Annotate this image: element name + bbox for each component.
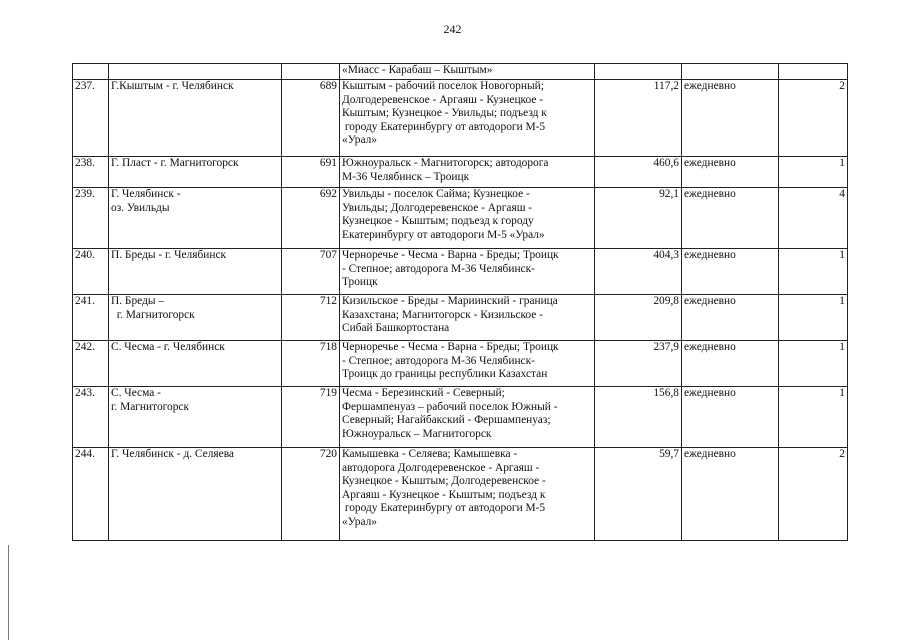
route-path-line: Северный; Нагайбакский - Фершампенуаз; — [342, 414, 551, 426]
route-path — [340, 448, 595, 541]
route-count: 4 — [779, 188, 848, 249]
routes-table — [72, 63, 848, 541]
row-number: 240. — [73, 249, 109, 295]
route-length: 237,9 — [595, 341, 682, 387]
route-count: 1 — [779, 249, 848, 295]
route-path — [340, 157, 595, 188]
route-path-line: Южноуральск – Магнитогорск — [342, 427, 492, 440]
route-name — [109, 295, 282, 341]
route-path-line: - Степное; автодорога М-36 Челябинск- — [342, 354, 535, 367]
route-path-line: Камышевка - Селяева; Камышевка - — [342, 448, 518, 460]
route-count: 1 — [779, 157, 848, 188]
route-path-line: Фершампенуаз – рабочий поселок Южный - — [342, 400, 558, 413]
route-name-line: Г.Кыштым - г. Челябинск — [111, 80, 234, 92]
route-path-line: Казахстана; Магнитогорск - Кизильское - — [342, 308, 543, 321]
route-length: 460,6 — [595, 157, 682, 188]
route-name — [109, 387, 282, 448]
table-row — [73, 341, 848, 387]
route-name — [109, 249, 282, 295]
route-path-line: Увильды - поселок Сайма; Кузнецкое - — [342, 188, 530, 200]
route-path-line: Южноуральск - Магнитогорск; автодорога — [342, 157, 549, 169]
route-length: 59,7 — [595, 448, 682, 541]
route-number: 718 — [282, 341, 340, 387]
route-count: 2 — [779, 448, 848, 541]
route-path-line: Черноречье - Чесма - Варна - Бреды; Троицк — [342, 249, 559, 261]
route-name — [109, 188, 282, 249]
route-path — [340, 188, 595, 249]
route-path-line: Кузнецкое - Кыштым; Долгодеревенское - — [342, 475, 546, 487]
route-path — [340, 341, 595, 387]
route-path-line: Екатеринбургу от автодороги М-5 «Урал» — [342, 228, 545, 241]
route-path-line: «Урал» — [342, 134, 377, 146]
route-path-line: городу Екатеринбургу от автодороги М-5 — [342, 120, 546, 133]
route-path-line: Кузнецкое - Кыштым; подъезд к городу — [342, 215, 534, 227]
table-row — [73, 157, 848, 188]
route-name-line: оз. Увильды — [111, 201, 170, 214]
route-path-line: автодорога Долгодеревенское - Аргаяш - — [342, 461, 540, 474]
route-count: 2 — [779, 80, 848, 157]
route-name — [109, 80, 282, 157]
row-number: 237. — [73, 80, 109, 157]
route-path-line: Долгодеревенское - Аргаяш - Кузнецкое - — [342, 93, 544, 106]
route-length: 92,1 — [595, 188, 682, 249]
route-length: 209,8 — [595, 295, 682, 341]
row-number: 238. — [73, 157, 109, 188]
table-row — [73, 188, 848, 249]
route-schedule: ежедневно — [682, 188, 779, 249]
table-row — [73, 80, 848, 157]
route-path-line: Черноречье - Чесма - Варна - Бреды; Троицк — [342, 341, 559, 353]
route-schedule: ежедневно — [682, 295, 779, 341]
row-number: 241. — [73, 295, 109, 341]
route-path — [340, 64, 595, 80]
route-count: 1 — [779, 295, 848, 341]
route-path-line: Чесма - Березинский - Северный; — [342, 387, 505, 399]
route-schedule: ежедневно — [682, 448, 779, 541]
route-path-line: «Миасс - Карабаш – Кыштым» — [342, 64, 493, 76]
routes-table-body — [73, 64, 848, 541]
route-path-line: городу Екатеринбургу от автодороги М-5 — [342, 502, 546, 514]
row-number: 239. — [73, 188, 109, 249]
route-name-line: П. Бреды – — [111, 295, 165, 307]
route-name-line: П. Бреды - г. Челябинск — [111, 249, 227, 261]
route-path-line: «Урал» — [342, 515, 377, 528]
route-count: 1 — [779, 387, 848, 448]
route-path-line: М-36 Челябинск – Троицк — [342, 170, 470, 183]
route-path — [340, 387, 595, 448]
route-length: 156,8 — [595, 387, 682, 448]
route-number — [282, 64, 340, 80]
route-path-line: Кыштым - рабочий поселок Новогорный; — [342, 80, 544, 92]
route-schedule: ежедневно — [682, 80, 779, 157]
route-name-line: Г. Пласт - г. Магнитогорск — [111, 157, 239, 169]
route-schedule: ежедневно — [682, 387, 779, 448]
route-path-line: Троицк до границы республики Казахстан — [342, 368, 548, 380]
route-path — [340, 295, 595, 341]
route-name-line: С. Чесма - г. Челябинск — [111, 341, 225, 353]
table-row — [73, 295, 848, 341]
route-name — [109, 341, 282, 387]
route-schedule: ежедневно — [682, 249, 779, 295]
page-number: 242 — [443, 22, 462, 36]
row-number: 243. — [73, 387, 109, 448]
route-number: 712 — [282, 295, 340, 341]
route-name — [109, 64, 282, 80]
row-number: 242. — [73, 341, 109, 387]
route-count — [779, 64, 848, 80]
route-path-line: Троицк — [342, 276, 378, 288]
route-path-line: Кизильское - Бреды - Мариинский - граница — [342, 295, 558, 307]
route-path-line: Сибай Башкортостана — [342, 322, 450, 334]
route-path-line: Увильды; Долгодеревенское - Аргаяш - — [342, 201, 533, 214]
route-number: 691 — [282, 157, 340, 188]
route-length: 404,3 — [595, 249, 682, 295]
route-length — [595, 64, 682, 80]
row-number — [73, 64, 109, 80]
route-name-line: г. Магнитогорск — [111, 400, 190, 413]
table-row — [73, 387, 848, 448]
route-name-line: С. Чесма - — [111, 387, 161, 399]
route-path-line: Аргаяш - Кузнецкое - Кыштым; подъезд к — [342, 488, 546, 501]
route-number: 692 — [282, 188, 340, 249]
route-path-line: - Степное; автодорога М-36 Челябинск- — [342, 262, 535, 275]
route-name — [109, 157, 282, 188]
route-path — [340, 80, 595, 157]
page-edge-line — [8, 545, 9, 640]
route-name-line: Г. Челябинск - д. Селяева — [111, 448, 234, 460]
route-number: 720 — [282, 448, 340, 541]
route-number: 707 — [282, 249, 340, 295]
route-schedule — [682, 64, 779, 80]
route-length: 117,2 — [595, 80, 682, 157]
route-schedule: ежедневно — [682, 341, 779, 387]
route-number: 689 — [282, 80, 340, 157]
row-number: 244. — [73, 448, 109, 541]
route-path-line: Кыштым; Кузнецкое - Увильды; подъезд к — [342, 107, 547, 119]
route-schedule: ежедневно — [682, 157, 779, 188]
route-count: 1 — [779, 341, 848, 387]
table-row — [73, 448, 848, 541]
table-row — [73, 249, 848, 295]
route-path — [340, 249, 595, 295]
route-name-line: г. Магнитогорск — [111, 308, 195, 321]
route-name-line: Г. Челябинск - — [111, 188, 181, 200]
route-name — [109, 448, 282, 541]
table-row — [73, 64, 848, 80]
route-number: 719 — [282, 387, 340, 448]
